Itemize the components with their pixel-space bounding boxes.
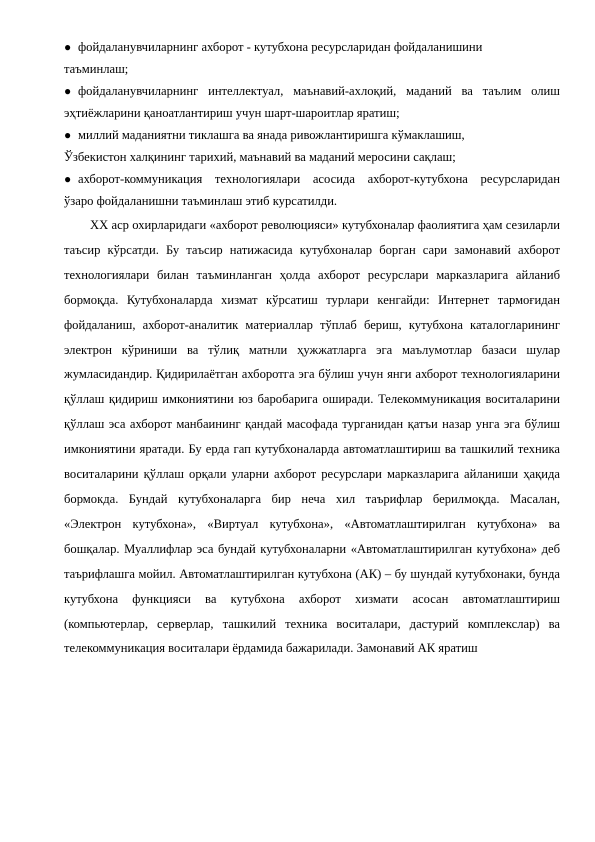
- bullet-item: [64, 168, 560, 212]
- bullet-text-first: миллий маданиятни тиклашга ва янада ривожлантиришга кўмаклашиш,: [78, 128, 465, 142]
- bullet-text-rest: Ўзбекистон халқининг тарихий, маънавий ва маданий меросини сақлаш;: [64, 150, 456, 164]
- body-paragraph: XX аср охирларидаги «ахборот революцияси» кутубхоналар фаолиятига ҳам сезиларли таъсир кўрсатди. Бу таъсир натижасида кутубхоналар борган сари замонавий ахборот технологиялари билан таъминланган ҳолда ахборот ресурслари марказларига айланиб бормоқда. Кутубхоналарда хизмат кўрсатиш турлари кенгайди: Интернет тармоғидан фойдаланиш, ахборот-аналитик материаллар тўплаб бериш, кутубхона каталогларининг электрон кўриниши ва тўлиқ матнли ҳужжатларга эга маълумотлар базаси шулар жумласидандир. Қидирилаётган ахборотга эга бўлиш учун янги ахборот технологияларини қўллаш қидириш имкониятини юз баробарига оширади. Телекоммуникация воситаларини қўллаш эса ахборот манбаининг қандай масофада турганидан қатъи назар унга эга бўлиш имкониятини яратади. Бу ерда гап кутубхоналарда автоматлаштириш ва ташкилий техника воситаларини қўллаш орқали уларни ахборот ресурслари марказларига айланиши ҳақида бормокда. Бундай кутубхоналарга бир неча хил таърифлар берилмоқда. Масалан, «Электрон кутубхона», «Виртуал кутубхона», «Автоматлаштирилган кутубхона» ва бошқалар. Муаллифлар эса бундай кутубхоналарни «Автоматлаштирилган кутубхона» деб таърифлашга мойил. Автоматлаштирилган кутубхона (АК) – бу шундай кутубхонаки, бунда кутубхона функцияси ва кутубхона ахборот хизмати асосан автоматлаштириш (компьютерлар, серверлар, ташкилий техника воситалари, дастурий комплекслар) ва телекоммуникация воситалари ёрдамида бажарилади. Замонавий АК яратиш: [64, 218, 560, 656]
- bullet-text-first: фойдаланувчиларнинг интеллектуал, маънавий-ахлоқий, маданий ва таълим олиш: [78, 84, 560, 98]
- bullet-text-first: фойдаланувчиларнинг ахборот - кутубхона ресурсларидан фойдаланишини: [78, 40, 483, 54]
- bullet-text-first: ахборот-коммуникация технологиялари асосида ахборот-кутубхона ресурсларидан: [78, 172, 560, 186]
- bullet-dot-icon: ●: [64, 172, 72, 186]
- bullet-dot-icon: ●: [64, 84, 72, 98]
- bullet-text-rest: ўзаро фойдаланишни таъминлаш этиб курсатилди.: [64, 194, 338, 208]
- bullet-item: [64, 80, 560, 124]
- document-page: [64, 36, 560, 674]
- bullet-item: [64, 36, 560, 80]
- bullet-dot-icon: ●: [64, 128, 72, 142]
- bullet-line: [64, 124, 560, 146]
- bullet-line: [64, 80, 560, 102]
- bullet-item: [64, 124, 560, 168]
- bullet-text-rest: таъминлаш;: [64, 62, 129, 76]
- bullet-line: [64, 36, 560, 58]
- bullet-text-rest: эҳтиёжларини қаноатлантириш учун шарт-шароитлар яратиш;: [64, 106, 400, 120]
- bullet-dot-icon: ●: [64, 40, 72, 54]
- bullet-line: [64, 168, 560, 190]
